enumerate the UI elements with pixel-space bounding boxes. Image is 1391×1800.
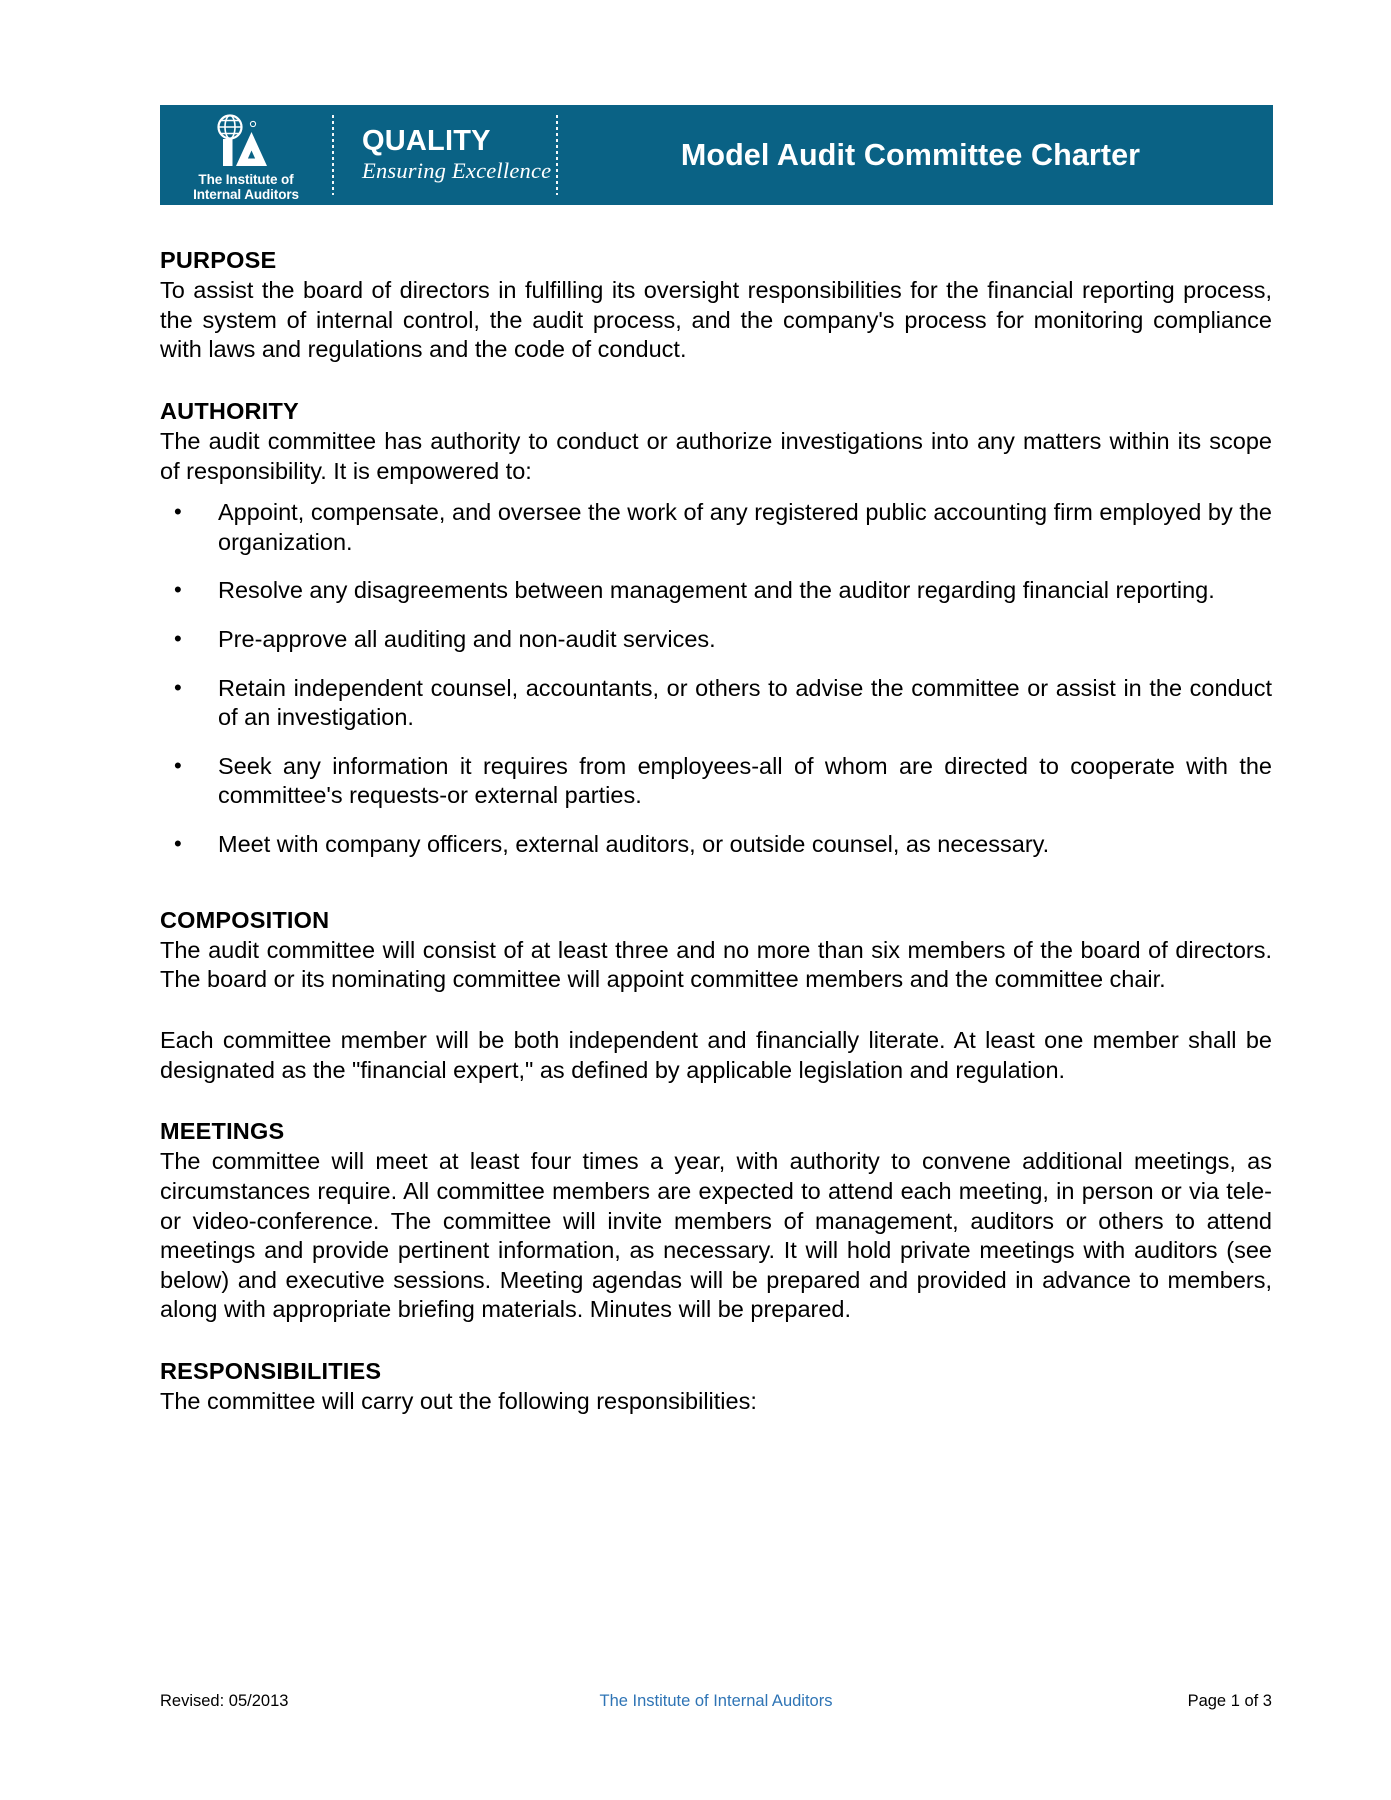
list-item [160, 576, 1272, 606]
bullet-icon: • [174, 577, 182, 603]
bullet-icon: • [174, 674, 182, 700]
authority-bullet-list [160, 498, 1272, 859]
list-item [160, 625, 1272, 655]
section-text-composition-1: The audit committee will consist of at least three and no more than six members of the board of directors. The board or its nominating committee will appoint committee members and the committee chair. [160, 936, 1272, 993]
bullet-icon: • [174, 752, 182, 778]
section-heading-meetings: MEETINGS [160, 1118, 285, 1145]
spacer [160, 1085, 1272, 1116]
list-item [160, 830, 1272, 860]
footer-revised-date: Revised: 05/2013 [160, 1692, 289, 1710]
section-heading-purpose: PURPOSE [160, 247, 277, 273]
document-title-container [558, 105, 1273, 205]
section-text-meetings: The committee will meet at least four times a year, with authority to convene additional meetings, as circumstances require. All committee members are expected to attend each meeting, in person or via tele- or video-conference. The committee will invite members of management, auditors or others to attend meetings and provide pertinent information, as necessary. It will hold private meetings with auditors (see below) and executive sessions. Meeting agendas will be prepared and provided in advance to members, along with appropriate briefing materials. Minutes will be prepared. [160, 1148, 1272, 1323]
section-heading-responsibilities: RESPONSIBILITIES [160, 1357, 382, 1384]
list-item [160, 498, 1272, 557]
document-title: Model Audit Committee Charter [680, 137, 1141, 172]
iia-logo-line2: Internal Auditors [193, 187, 299, 202]
section-text-responsibilities: The committee will carry out the following responsibilities: [160, 1388, 757, 1415]
header-divider-right [556, 115, 558, 195]
spacer [160, 995, 1272, 1026]
section-text-composition-2: Each committee member will be both independent and financially literate. At least one member shall be designated as the "financial expert," as defined by applicable legislation and regulation. [160, 1026, 1272, 1083]
section-heading-authority: AUTHORITY [160, 397, 299, 424]
quality-tagline: Ensuring Excellence [362, 157, 552, 183]
bullet-icon: • [174, 831, 182, 857]
spacer [160, 1325, 1272, 1356]
section-text-authority: The audit committee has authority to conduct or authorize investigations into any matters within its scope of responsibility. It is empowered to: [160, 427, 1272, 484]
spacer [160, 365, 1272, 396]
iia-logo-text [193, 172, 299, 202]
list-item-label: Retain independent counsel, accountants, or others to advise the committee or assist in the conduct of an investigation. [218, 674, 1272, 731]
section-heading-composition: COMPOSITION [160, 906, 330, 933]
spacer [160, 879, 1272, 905]
list-item [160, 674, 1272, 733]
list-item-label: Seek any information it requires from employees-all of whom are directed to cooperate with the committee's requests-or external parties. [218, 752, 1272, 809]
iia-globe-triangle-icon [196, 114, 296, 170]
document-body [160, 245, 1272, 1417]
list-item-label: Pre-approve all auditing and non-audit services. [218, 626, 716, 653]
list-item-label: Resolve any disagreements between management and the auditor regarding financial reporting. [218, 577, 1215, 604]
bullet-icon: • [174, 499, 182, 525]
quality-brand [334, 105, 556, 205]
bullet-icon: • [174, 626, 182, 652]
section-text-purpose: To assist the board of directors in fulfilling its oversight responsibilities for the financial reporting process, the system of internal control, the audit process, and the company's process for monitoring compliance with laws and regulations and the code of conduct. [160, 277, 1272, 363]
footer-organization-link[interactable]: The Institute of Internal Auditors [599, 1692, 833, 1710]
iia-logo-line1: The Institute of [198, 171, 294, 187]
page-footer [160, 1692, 1272, 1711]
document-header-banner [160, 105, 1273, 205]
footer-page-number: Page 1 of 3 [1187, 1692, 1272, 1710]
iia-logo [160, 105, 332, 205]
list-item-label: Meet with company officers, external auditors, or outside counsel, as necessary. [218, 831, 1050, 858]
list-item-label: Appoint, compensate, and oversee the work of any registered public accounting firm employed by the organization. [218, 499, 1272, 555]
quality-word: QUALITY [362, 124, 491, 157]
list-item [160, 752, 1272, 811]
header-divider-left [332, 115, 334, 195]
